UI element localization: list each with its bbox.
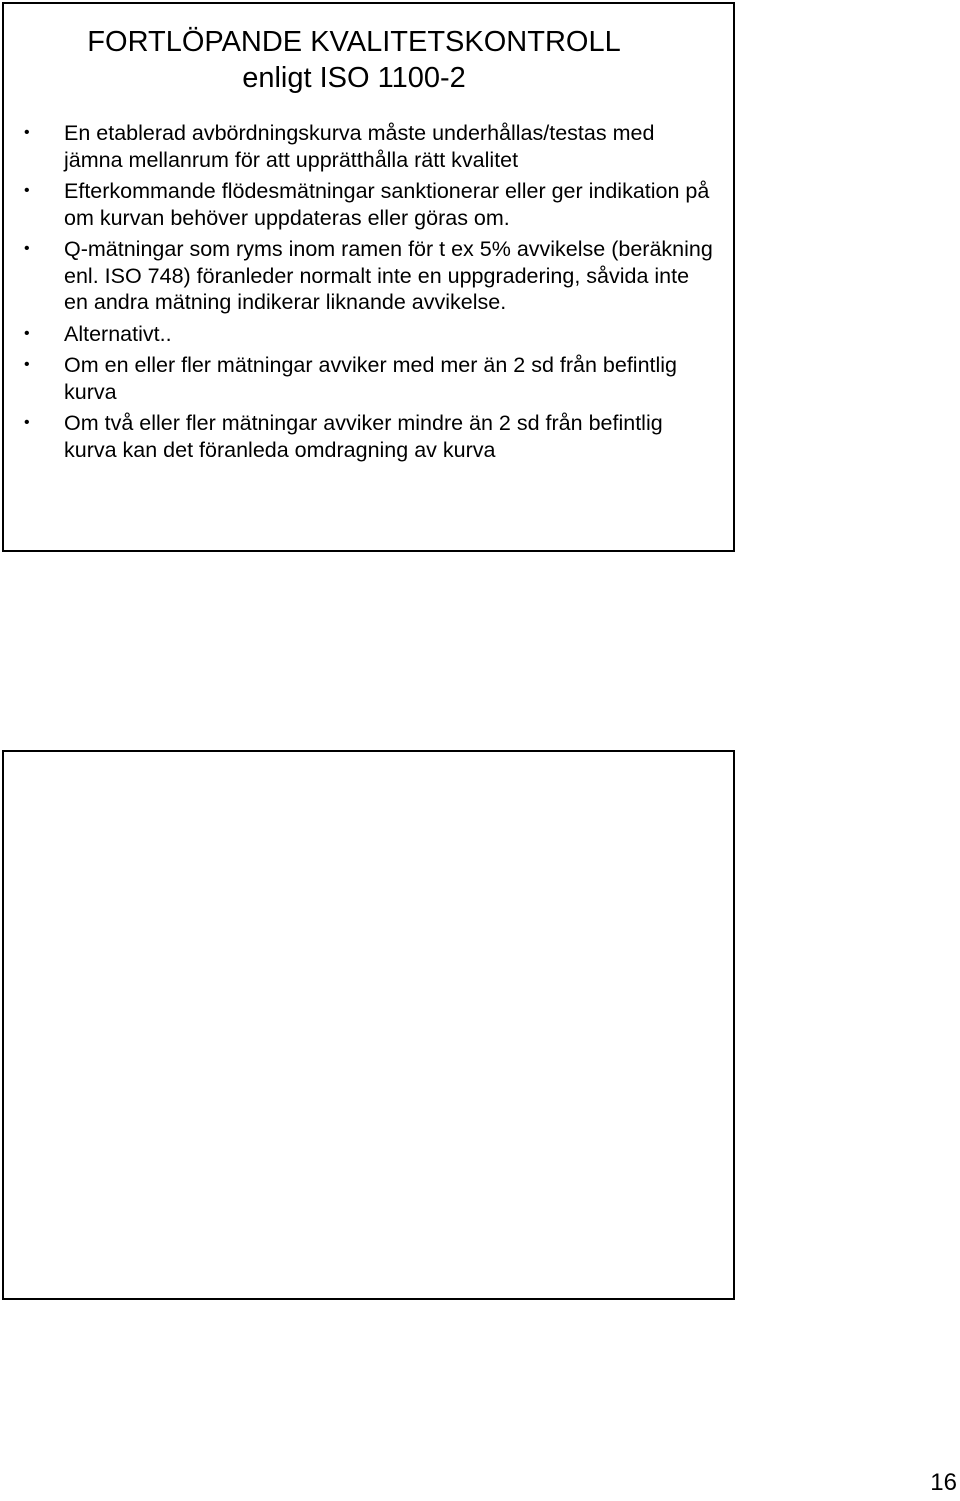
slide-title bbox=[4, 24, 704, 96]
bullet-text: En etablerad avbördningskurva måste underhållas/testas med jämna mellanrum för att upprätthålla rätt kvalitet bbox=[64, 121, 655, 172]
bullet-item bbox=[24, 352, 714, 405]
bullet-item bbox=[24, 410, 714, 463]
page-number: 16 bbox=[930, 1469, 957, 1496]
bullet-text: Alternativt.. bbox=[64, 321, 172, 346]
bullet-item bbox=[24, 178, 714, 231]
bullet-text: Efterkommande flödesmätningar sanktionerar eller ger indikation på om kurvan behöver uppdateras eller göras om. bbox=[64, 179, 710, 230]
bullet-dot: • bbox=[24, 182, 30, 199]
bullet-text: Q-mätningar som ryms inom ramen för t ex 5% avvikelse (beräkning enl. ISO 748) föranleder normalt inte en uppgradering, såvida inte en andra mätning indikerar liknande avvikelse. bbox=[64, 237, 713, 314]
slide-title-line-1: FORTLÖPANDE KVALITETSKONTROLL bbox=[87, 26, 621, 58]
bullet-item bbox=[24, 236, 714, 316]
bullet-dot: • bbox=[24, 124, 30, 141]
bullet-text: Om en eller fler mätningar avviker med mer än 2 sd från befintlig kurva bbox=[64, 353, 678, 404]
bullet-item bbox=[24, 120, 714, 173]
notes-frame bbox=[2, 750, 735, 1300]
slide-title-line-2: enligt ISO 1100-2 bbox=[242, 62, 466, 94]
bullet-text: Om två eller fler mätningar avviker mindre än 2 sd från befintlig kurva kan det föranleda omdragning av kurva bbox=[64, 411, 663, 462]
slide-frame bbox=[2, 2, 735, 552]
bullet-dot: • bbox=[24, 240, 30, 257]
bullet-dot: • bbox=[24, 414, 30, 431]
bullet-dot: • bbox=[24, 356, 30, 373]
bullet-item bbox=[24, 321, 714, 348]
bullet-list bbox=[24, 120, 714, 468]
bullet-dot: • bbox=[24, 324, 30, 342]
